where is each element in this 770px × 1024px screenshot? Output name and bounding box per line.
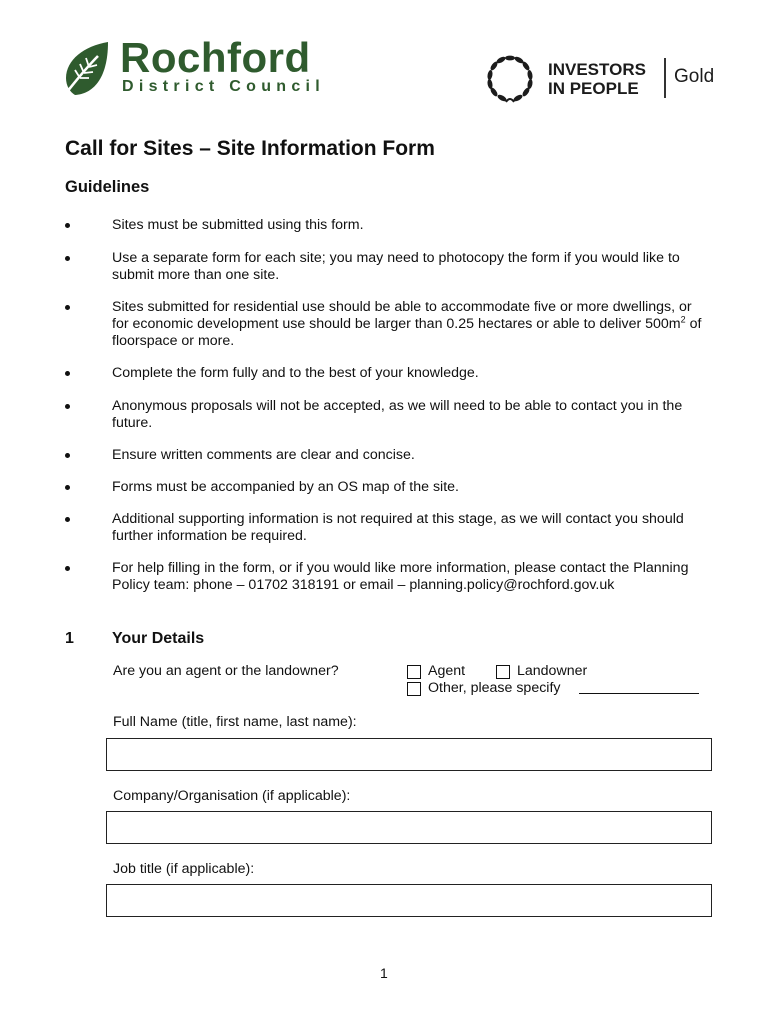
form-title: Call for Sites – Site Information Form xyxy=(65,137,435,160)
investors-in-people-logo xyxy=(484,54,724,104)
bullet-icon xyxy=(65,485,70,490)
superscript-2: 2 xyxy=(680,314,686,325)
company-label: Company/Organisation (if applicable): xyxy=(113,788,351,804)
agent-label: Agent xyxy=(428,663,466,679)
bullet-icon xyxy=(65,566,70,571)
agent-checkbox[interactable] xyxy=(407,665,421,679)
laurel-wreath-icon xyxy=(484,54,536,104)
bullet-icon xyxy=(65,517,70,522)
guideline-text: For help filling in the form, or if you would like more information, please contact the Planning Policy team: phone – 01702 318191 or email – planning.policy@rochford.gov.uk xyxy=(112,560,689,593)
job-title-input[interactable] xyxy=(106,884,712,917)
guideline-text: Sites must be submitted using this form. xyxy=(112,217,364,233)
full-name-label: Full Name (title, first name, last name): xyxy=(113,714,357,730)
guideline-text: Complete the form fully and to the best of your knowledge. xyxy=(112,365,479,381)
bullet-icon xyxy=(65,256,70,261)
leaf-icon xyxy=(62,40,112,98)
section-number: 1 xyxy=(65,630,74,647)
bullet-icon xyxy=(65,305,70,310)
role-question: Are you an agent or the landowner? xyxy=(113,663,339,679)
iip-level: Gold xyxy=(674,66,715,87)
guideline-text xyxy=(112,299,712,350)
iip-divider xyxy=(664,58,666,98)
other-checkbox[interactable] xyxy=(407,682,421,696)
iip-line1: INVESTORS xyxy=(548,60,646,79)
guideline-text: Ensure written comments are clear and concise. xyxy=(112,447,415,463)
guideline-text-tail: of floorspace or more. xyxy=(112,316,702,349)
company-input[interactable] xyxy=(106,811,712,844)
guideline-text: Forms must be accompanied by an OS map of the site. xyxy=(112,479,459,495)
page-number: 1 xyxy=(380,965,388,981)
full-name-input[interactable] xyxy=(106,738,712,771)
rochford-council-logo xyxy=(62,34,362,102)
guideline-text: Use a separate form for each site; you may need to photocopy the form if you would like to submit more than one site. xyxy=(112,250,680,283)
guideline-text: Anonymous proposals will not be accepted, as we will need to be able to contact you in the future. xyxy=(112,398,683,431)
bullet-icon xyxy=(65,371,70,376)
guidelines-heading: Guidelines xyxy=(65,178,150,196)
council-name: Rochford xyxy=(120,34,311,81)
iip-wordmark xyxy=(548,60,646,98)
job-title-label: Job title (if applicable): xyxy=(113,861,255,877)
other-specify-field[interactable] xyxy=(579,693,699,694)
section-title: Your Details xyxy=(112,630,205,647)
guideline-text-main: Sites submitted for residential use should be able to accommodate five or more dwellings, or for economic development use should be larger than 0.25 hectares or able to deliver 500m xyxy=(112,299,692,332)
iip-line2: IN PEOPLE xyxy=(548,79,639,98)
bullet-icon xyxy=(65,404,70,409)
council-subtitle: District Council xyxy=(122,78,326,95)
guideline-text: Additional supporting information is not required at this stage, as we will contact you should further information be required. xyxy=(112,511,684,544)
landowner-checkbox[interactable] xyxy=(496,665,510,679)
other-label: Other, please specify xyxy=(428,680,561,696)
landowner-label: Landowner xyxy=(517,663,588,679)
bullet-icon xyxy=(65,223,70,228)
bullet-icon xyxy=(65,453,70,458)
